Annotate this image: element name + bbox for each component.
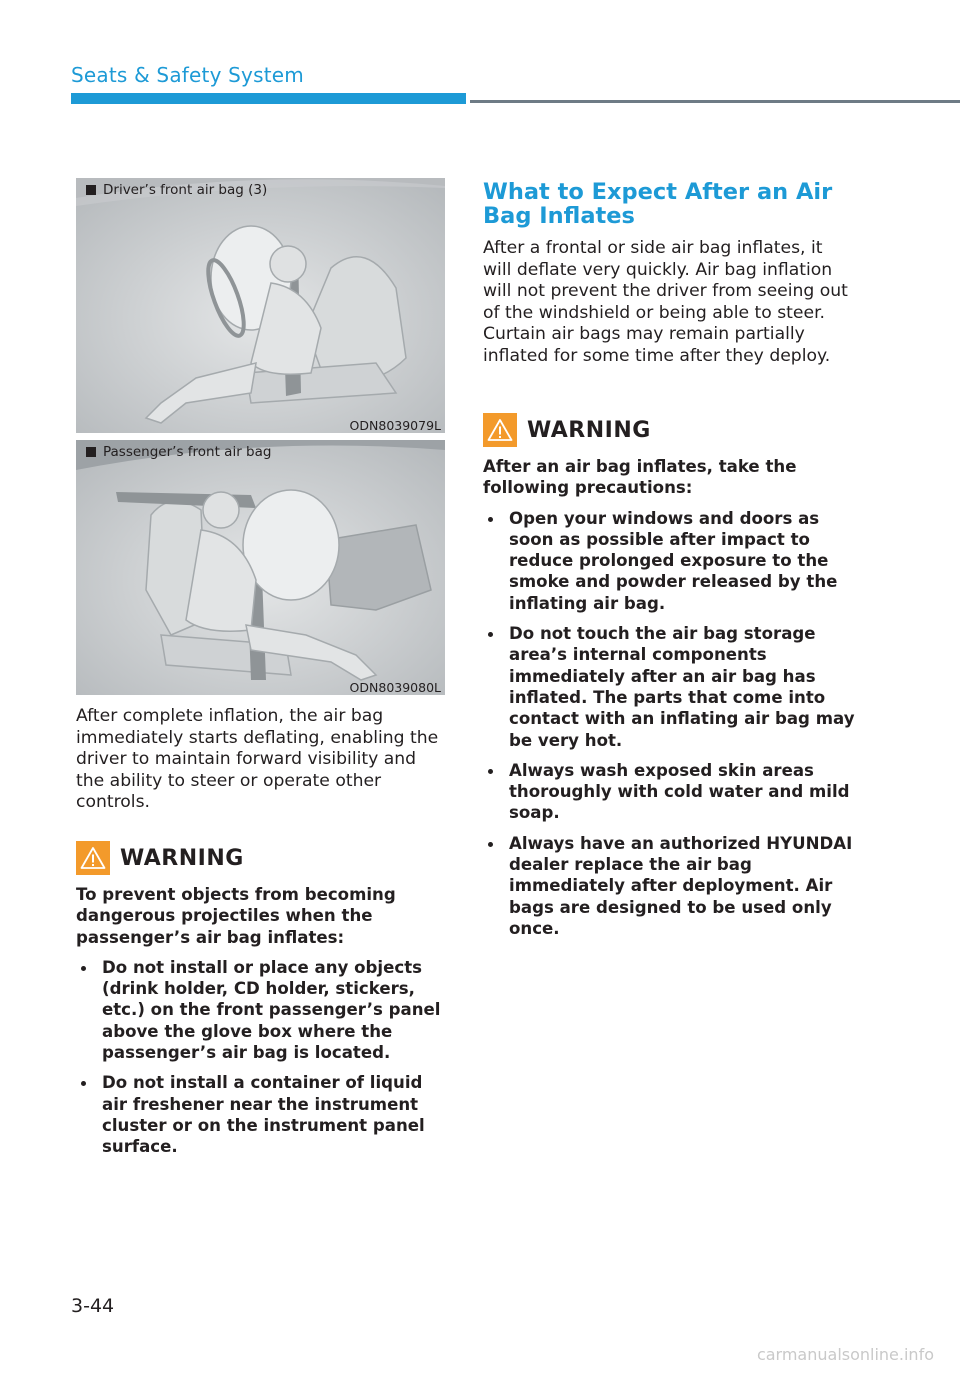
list-item: Do not touch the air bag storage area’s internal components immediately after an air bag has inflated. The parts that come into contact with an inflating air bag may be very hot.: [483, 623, 855, 751]
figure-passenger-airbag: [76, 440, 445, 695]
figure-code: ODN8039080L: [349, 680, 441, 695]
square-bullet-icon: [86, 447, 96, 457]
page-number: 3-44: [71, 1295, 115, 1317]
body-paragraph: After a frontal or side air bag inflates, it will deflate very quickly. Air bag inflation will not prevent the driver from seeing out of the windshield or being able to steer. Curtain air bags may remain partially inflated for some time after they deploy.: [483, 238, 848, 366]
warning-label: WARNING: [120, 845, 244, 871]
warning-lead: To prevent objects from becoming dangerous projectiles when the passenger’s air bag inflates:: [76, 885, 396, 947]
right-column: [483, 180, 855, 367]
figure-caption: [86, 444, 271, 460]
figure-code: ODN8039079L: [349, 418, 441, 433]
header-rule: [470, 100, 960, 103]
warning-list: [483, 508, 855, 940]
left-warning: [76, 841, 446, 1158]
figure-caption-text: Driver’s front air bag (3): [103, 182, 268, 198]
list-item: Always have an authorized HYUNDAI dealer replace the air bag immediately after deployment. Air bags are designed to be used only once.: [483, 833, 855, 939]
list-item: Do not install or place any objects (drink holder, CD holder, stickers, etc.) on the front passenger’s panel above the glove box where the passenger’s air bag is located.: [76, 957, 446, 1063]
figure-driver-airbag: [76, 178, 445, 433]
warning-triangle-icon: [76, 841, 110, 875]
driver-airbag-illustration: [76, 178, 445, 433]
square-bullet-icon: [86, 185, 96, 195]
left-column: [76, 706, 446, 814]
figure-caption-text: Passenger’s front air bag: [103, 444, 272, 460]
section-title: Seats & Safety System: [71, 63, 304, 87]
list-item: Open your windows and doors as soon as possible after impact to reduce prolonged exposure to the smoke and powder released by the inflating air bag.: [483, 508, 855, 614]
warning-header: [483, 413, 855, 447]
warning-triangle-icon: [483, 413, 517, 447]
body-paragraph: After complete inflation, the air bag immediately starts deflating, enabling the driver to maintain forward visibility and the ability to steer or operate other controls.: [76, 706, 439, 812]
watermark: carmanualsonline.info: [756, 1345, 934, 1364]
warning-header: [76, 841, 446, 875]
figure-caption: [86, 182, 267, 198]
passenger-airbag-illustration: [76, 440, 445, 695]
right-warning: [483, 413, 855, 939]
warning-lead: After an air bag inflates, take the following precautions:: [483, 457, 797, 498]
header-rule-accent: [71, 93, 466, 104]
section-heading: What to Expect After an Air Bag Inflates: [483, 179, 833, 229]
warning-list: [76, 957, 446, 1158]
list-item: Always wash exposed skin areas thoroughly with cold water and mild soap.: [483, 760, 855, 824]
list-item: Do not install a container of liquid air freshener near the instrument cluster or on the instrument panel surface.: [76, 1072, 446, 1157]
warning-label: WARNING: [527, 417, 651, 443]
